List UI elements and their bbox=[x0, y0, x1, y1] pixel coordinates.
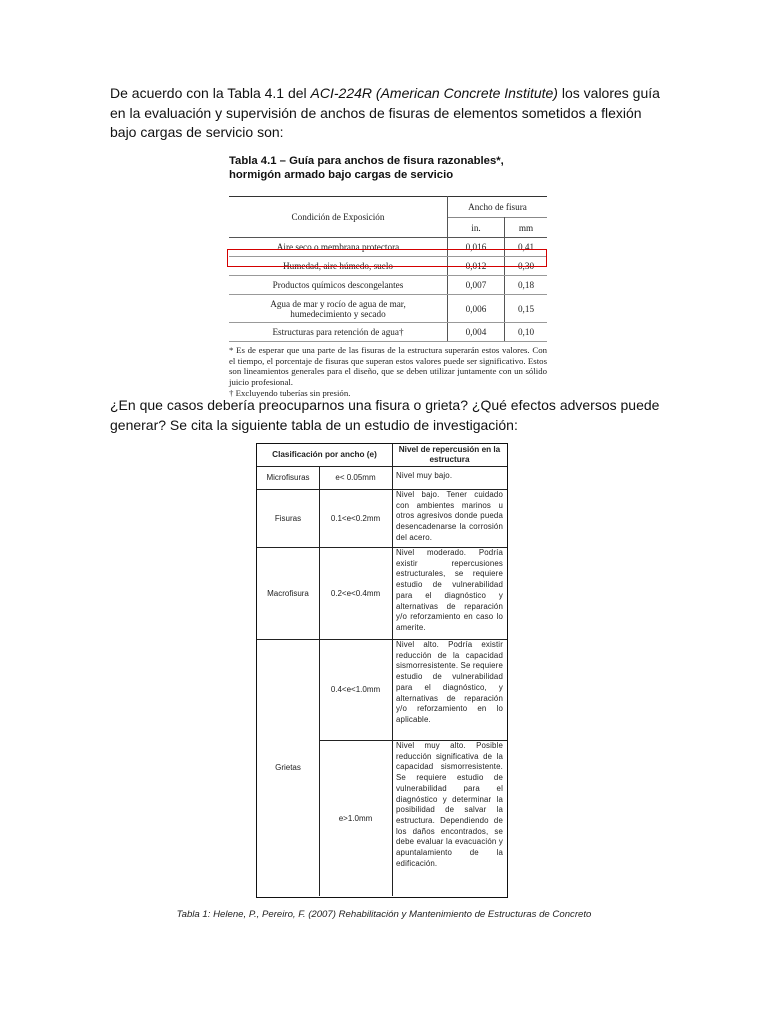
table-caption: Tabla 1: Helene, P., Pereiro, F. (2007) Rehabilitación y Mantenimiento de Estructuras de Concreto bbox=[176, 909, 592, 920]
row-in: 0,012 bbox=[448, 257, 505, 276]
row-type: Grietas bbox=[275, 763, 301, 772]
row-condition: Aire seco o membrana protectora bbox=[229, 238, 448, 257]
row-condition: Estructuras para retención de agua† bbox=[229, 323, 448, 342]
header-unit-mm: mm bbox=[505, 218, 548, 238]
row-type: Fisuras bbox=[274, 513, 302, 523]
row-in: 0,006 bbox=[448, 295, 505, 323]
table-4-1-notes bbox=[229, 345, 547, 399]
row-condition: Agua de mar y rocío de agua de mar, humedecimiento y secado bbox=[229, 295, 448, 323]
row-range: 0.4<e<1.0mm bbox=[330, 685, 381, 694]
highlight-box bbox=[227, 249, 547, 267]
row-range: e>1.0mm bbox=[338, 813, 373, 823]
row-description: Nivel alto. Podría existir reducción de la capacidad sismorresistente. Se requiere estudio de vulnerabilidad para el diagnóstico, y alternativas de reparación y/o reforzamiento en lo aplicable. bbox=[396, 640, 503, 724]
header-repercussion: Nivel de repercusión en la estructura bbox=[398, 445, 501, 464]
row-condition: Productos químicos descongelantes bbox=[229, 276, 448, 295]
row-range: 0.2<e<0.4mm bbox=[330, 588, 381, 598]
row-mm: 0,15 bbox=[505, 295, 548, 323]
row-range: e< 0.05mm bbox=[335, 473, 376, 482]
row-mm: 0,41 bbox=[505, 238, 548, 257]
table-4-1-grid bbox=[229, 196, 547, 342]
table-row bbox=[229, 295, 547, 323]
row-in: 0,004 bbox=[448, 323, 505, 342]
row-type: Microfisuras bbox=[266, 473, 310, 482]
row-condition: Humedad, aire húmedo, suelo bbox=[229, 257, 448, 276]
row-description: Nivel moderado. Podría existir repercusiones estructurales, se requiere estudio de vulnerabilidad para el diagnóstico y alternativas de reparación y/o reforzamiento en caso lo amerite. bbox=[396, 548, 503, 632]
row-range: 0.1<e<0.2mm bbox=[330, 513, 381, 523]
row-in: 0,007 bbox=[448, 276, 505, 295]
table-4-1 bbox=[229, 154, 547, 399]
note-dagger: † Excluyendo tuberías sin presión. bbox=[229, 387, 351, 398]
table-row bbox=[229, 276, 547, 295]
intro-text-start: De acuerdo con la Tabla 4.1 del bbox=[110, 85, 311, 101]
row-description: Nivel bajo. Tener cuidado con ambientes marinos u otros agresivos donde pueda desencadenarse la corrosión del acero. bbox=[396, 490, 503, 542]
row-mm: 0,30 bbox=[505, 257, 548, 276]
question-paragraph: ¿En que casos debería preocuparnos una fisura o grieta? ¿Qué efectos adversos puede generar? Se cita la siguiente tabla de un estudio de investigación: bbox=[110, 397, 660, 433]
row-mm: 0,18 bbox=[505, 276, 548, 295]
header-condition: Condición de Exposición bbox=[229, 197, 448, 238]
header-unit-in: in. bbox=[448, 218, 505, 238]
note-asterisk: * Es de esperar que una parte de las fisuras de la estructura superarán estos valores. Con el tiempo, el porcentaje de fisuras que superan estos valores puede ser significativo. Estos son lineamientos generales para el diseño, que se deben utilizar juntamente con un sólido juicio profesional. bbox=[229, 345, 547, 388]
row-mm: 0,10 bbox=[505, 323, 548, 342]
intro-reference: ACI-224R (American Concrete Institute) bbox=[310, 85, 558, 101]
row-in: 0,016 bbox=[448, 238, 505, 257]
table-row bbox=[229, 323, 547, 342]
classification-table bbox=[256, 443, 508, 898]
table-4-1-title: Tabla 4.1 – Guía para anchos de fisura razonables*, hormigón armado bajo cargas de servicio bbox=[229, 155, 504, 181]
intro-text-end: los valores guía en la evaluación y supervisión de anchos de fisuras de elementos sometidos a flexión bajo cargas de servicio son: bbox=[110, 85, 660, 140]
intro-paragraph bbox=[110, 84, 670, 143]
row-description: Nivel muy alto. Posible reducción significativa de la capacidad sismorresistente. Se requiere estudio de vulnerabilidad para el diagnóstico y determinar la posibilidad de salvar la estructura. Dependiendo de los daños encontrados, se debe evaluar la evacuación y apuntalamiento de la edificación. bbox=[396, 741, 503, 868]
row-type: Macrofisura bbox=[267, 588, 309, 598]
header-width: Ancho de fisura bbox=[448, 197, 548, 218]
row-description: Nivel muy bajo. bbox=[396, 471, 453, 480]
header-classification: Clasificación por ancho (e) bbox=[272, 450, 377, 459]
